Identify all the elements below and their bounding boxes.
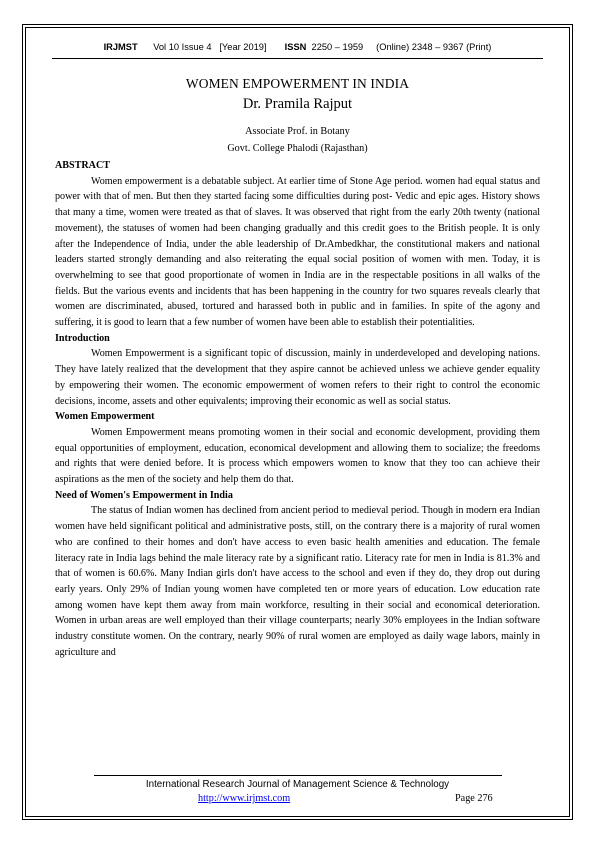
author-position: Associate Prof. in Botany: [245, 126, 350, 137]
section-heading-need: Need of Women's Empowerment in India: [55, 489, 233, 501]
header-journal: IRJMST: [103, 42, 138, 52]
page-number: Page 276: [455, 793, 493, 804]
author-name: Dr. Pramila Rajput: [242, 96, 353, 112]
header-issn: 2250 – 1959: [311, 42, 364, 52]
section-text-introduction: Women Empowerment is a significant topic of discussion, mainly in underdeveloped and developing nations. They have lately realized that the development that they aspire cannot be achieved unless we achieve gender equality by empowering their women. The economic empowerment of women refers to their right to control the economic decisions, income, assets and other equivalents; improving their economic as well as social status.: [55, 348, 540, 407]
header-online: (Online) 2348 – 9367 (Print): [376, 42, 492, 52]
header-issn-label: ISSN: [284, 42, 307, 52]
section-heading-women-empowerment: Women Empowerment: [55, 411, 155, 423]
author-institution: Govt. College Phalodi (Rajasthan): [227, 143, 368, 154]
section-text-women-empowerment: Women Empowerment means promoting women in their social and economic development, providing them equal opportunities of employment, education, economical development and allowing them to socialize; the freedoms and rights that were denied before. It is process which empowers women to know that they too can achieve their aspirations as the men of the society and help them do that.: [55, 426, 540, 486]
paper-title: WOMEN EMPOWERMENT IN INDIA: [185, 76, 410, 91]
header-rule: [52, 58, 543, 59]
paper-body: [55, 158, 540, 661]
section-heading-abstract: ABSTRACT: [55, 160, 110, 171]
section-text-need: The status of Indian women has declined from ancient period to medieval period. Though in modern era Indian women have held significant political and administrative posts, still, on the contrary there is a majority of rural women who are confined to their homes and don't have access to even basic health amenities and education. The female literacy rate in India lags behind the male literacy rate by a significant ratio. Literacy rate for men in India is 81.3% and that of women is 60.6%. Many Indian girls don't have access to the school and even if they do, they drop out during early years. Only 29% of Indian young women have completed ten or more years of education. Low education rate among women have kept them away from main workforce, resulting in their social and economical deterioration. Women in urban areas are well employed than their village counterparts; nearly 30% employees in the Indian software industry constitute women. On the contrary, nearly 90% of rural women are employed as daily wage labors, mainly in agriculture and: [55, 505, 540, 658]
footer-journal: International Research Journal of Management Science & Technology: [145, 779, 450, 790]
header-volume: Vol 10 Issue 4: [153, 42, 212, 52]
running-header: [0, 42, 595, 52]
footer-rule: [94, 775, 502, 776]
footer-url-link[interactable]: http://www.irjmst.com: [198, 793, 291, 804]
header-year: [Year 2019]: [219, 42, 267, 52]
section-text-abstract: Women empowerment is a debatable subject. At earlier time of Stone Age period. women had equal status and power with that of men. But then they started facing some difficulties during post- Vedic and epic ages. History shows that many a time, women were treated as that of slaves. It was observed that right from the early 20th twenty (national movement), the statuses of women had been changing gradually and this credit goes to the British people. It is only after the Independence of India, under the able leadership of Dr.Ambedkhar, the constitutional makers and national leaders started strongly demanding and also reiterating the equal social position of women with men. Today, it is overwhelming to see that good proportionate of women in India are in the respectable positions in all walks of the fields. But the various events and incidents that has been happening in the country for two squares reveals clearly that women are discriminated, abused, tortured and harassed both in public and in families. In spite of the agony and suffering, it is good to learn that a few number of women have been able to establish their potentialities.: [55, 175, 540, 329]
section-heading-introduction: Introduction: [55, 332, 110, 344]
